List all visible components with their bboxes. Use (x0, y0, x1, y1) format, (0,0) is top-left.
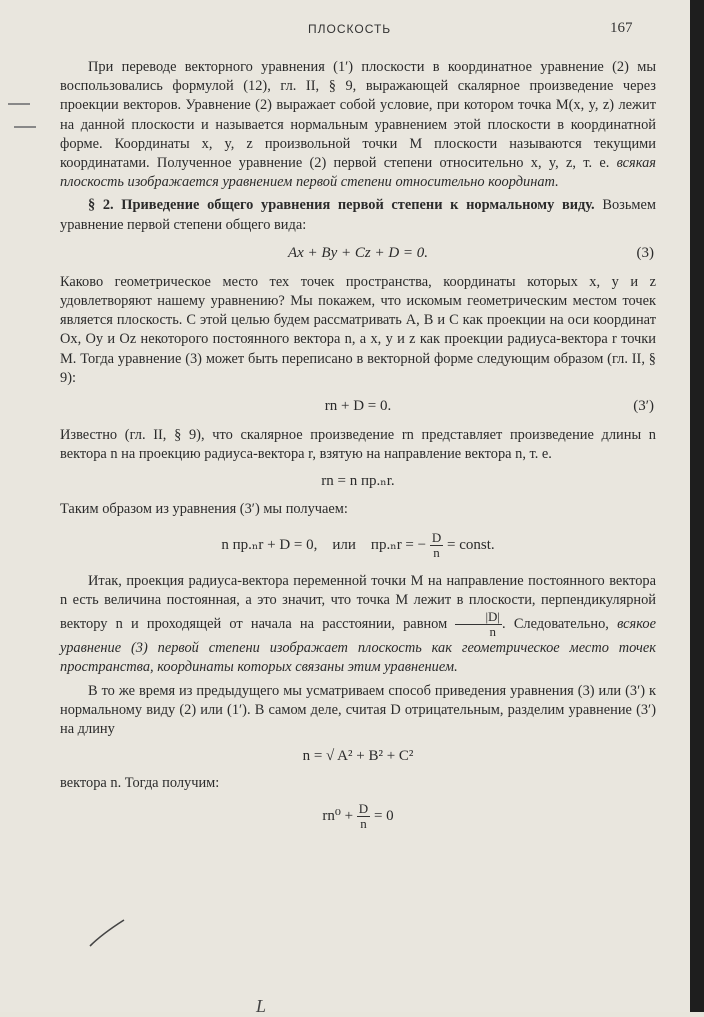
fraction: $\frac{D}{n}$ (431, 529, 442, 560)
section-heading: § 2. Приведение общего уравнения первой степени к нормальному виду. (88, 197, 595, 214)
equation-number: (3) (636, 244, 654, 261)
page-number: 167 (610, 20, 633, 36)
paragraph: Известно (гл. II, § 9), что скалярное произведение rn представляет произведение длины n вектора n на проекцию радиуса-вектора r, взятую на направление вектора n, т. е. (60, 427, 657, 463)
equation-length: n = √ A² + B² + C² (302, 748, 414, 765)
equation-3: Ax + By + Cz + D = 0. (3) (60, 239, 656, 269)
italic-statement: всякая плоскость изображается уравнением первой степени относительно координат. (60, 155, 656, 191)
margin-mark (14, 126, 36, 128)
running-title: ПЛОСКОСТЬ (308, 22, 392, 36)
paragraph: При переводе векторного уравнения (1′) плоскости в координатное уравнение (2) мы воспользовались формулой (12), гл. II, § 9, выражающей скалярное произведение через проекции векторов. Уравнение (2) выражает собой условие, при котором точка M(x, y, z) лежит на данной плоскости и называется нормальным уравнением этой плоскости в координатной форме. Координаты x, y, z произвольной точки M плоскости называются текущими координатами. Полученное уравнение (2) первой степени относительно x, y, z, т. е. всякая плоскость изображается уравнением первой степени относительно координат. (60, 59, 656, 191)
handwritten-mark: L (256, 996, 267, 1016)
paragraph: Каково геометрическое место тех точек пространства, координаты которых x, y и z удовлетворяют нашему уравнению? Мы покажем, что искомым геометрическим местом точек является плоскость. С этой целью будем рассматривать A, B и C как проекции на оси координат Ox, Oy и Oz некоторого постоянного вектора n, а x, y и z как проекции радиуса-вектора r точки M. Тогда уравнение (3) может быть переписано в векторной форме следующим образом (гл. II, § 9): (60, 273, 656, 386)
fraction: $\frac{D}{n}$ (358, 800, 369, 831)
pen-stroke-mark (88, 918, 128, 948)
fraction: $\frac{|D|}{n}$ (455, 610, 502, 639)
italic-statement: всякое уравнение (3) первой степени изображает плоскость как геометрическое место точек пространства, координаты которых связаны этим уравнением. (60, 616, 656, 676)
body-text (60, 58, 656, 839)
equation-number: (3′) (633, 398, 654, 415)
paragraph: Таким образом из уравнения (3′) мы получаем: (60, 500, 348, 517)
paragraph: В то же время из предыдущего мы усматриваем способ приведения уравнения (3) или (3′) к нормальному виду (2) или (1′). В самом деле, считая D отрицательным, разделим уравнение (3′) на длину (60, 682, 656, 738)
paragraph: Итак, проекция радиуса-вектора переменной точки M на направление постоянного вектора n есть величина постоянная, а это значит, что точка M лежит в плоскости, перпендикулярной вектору n и проходящей от начала на расстоянии, равном $\frac{|D|}{n}$ . Следовательно, всякое уравнение (3) первой степени изображает плоскость как геометрическое место точек пространства, координаты которых связаны этим уравнением. (60, 572, 656, 676)
equation-projection: rn = n пр.ₙr. (321, 473, 395, 490)
running-header (0, 22, 704, 42)
equation-3-prime: rn + D = 0. (3′) (60, 392, 656, 422)
page-edge (690, 0, 704, 1012)
section-paragraph: § 2. Приведение общего уравнения первой степени к нормальному виду. Возьмем уравнение первой степени общего вида: (60, 197, 656, 233)
equation-const: n пр.ₙr + D = 0, или пр.ₙr = − $\frac{D}{n}$ = const. (221, 529, 495, 560)
margin-mark (8, 103, 30, 105)
equation-final: rn⁰ + $\frac{D}{n}$ = 0 (322, 800, 394, 831)
paragraph: вектора n. Тогда получим: (60, 775, 220, 792)
